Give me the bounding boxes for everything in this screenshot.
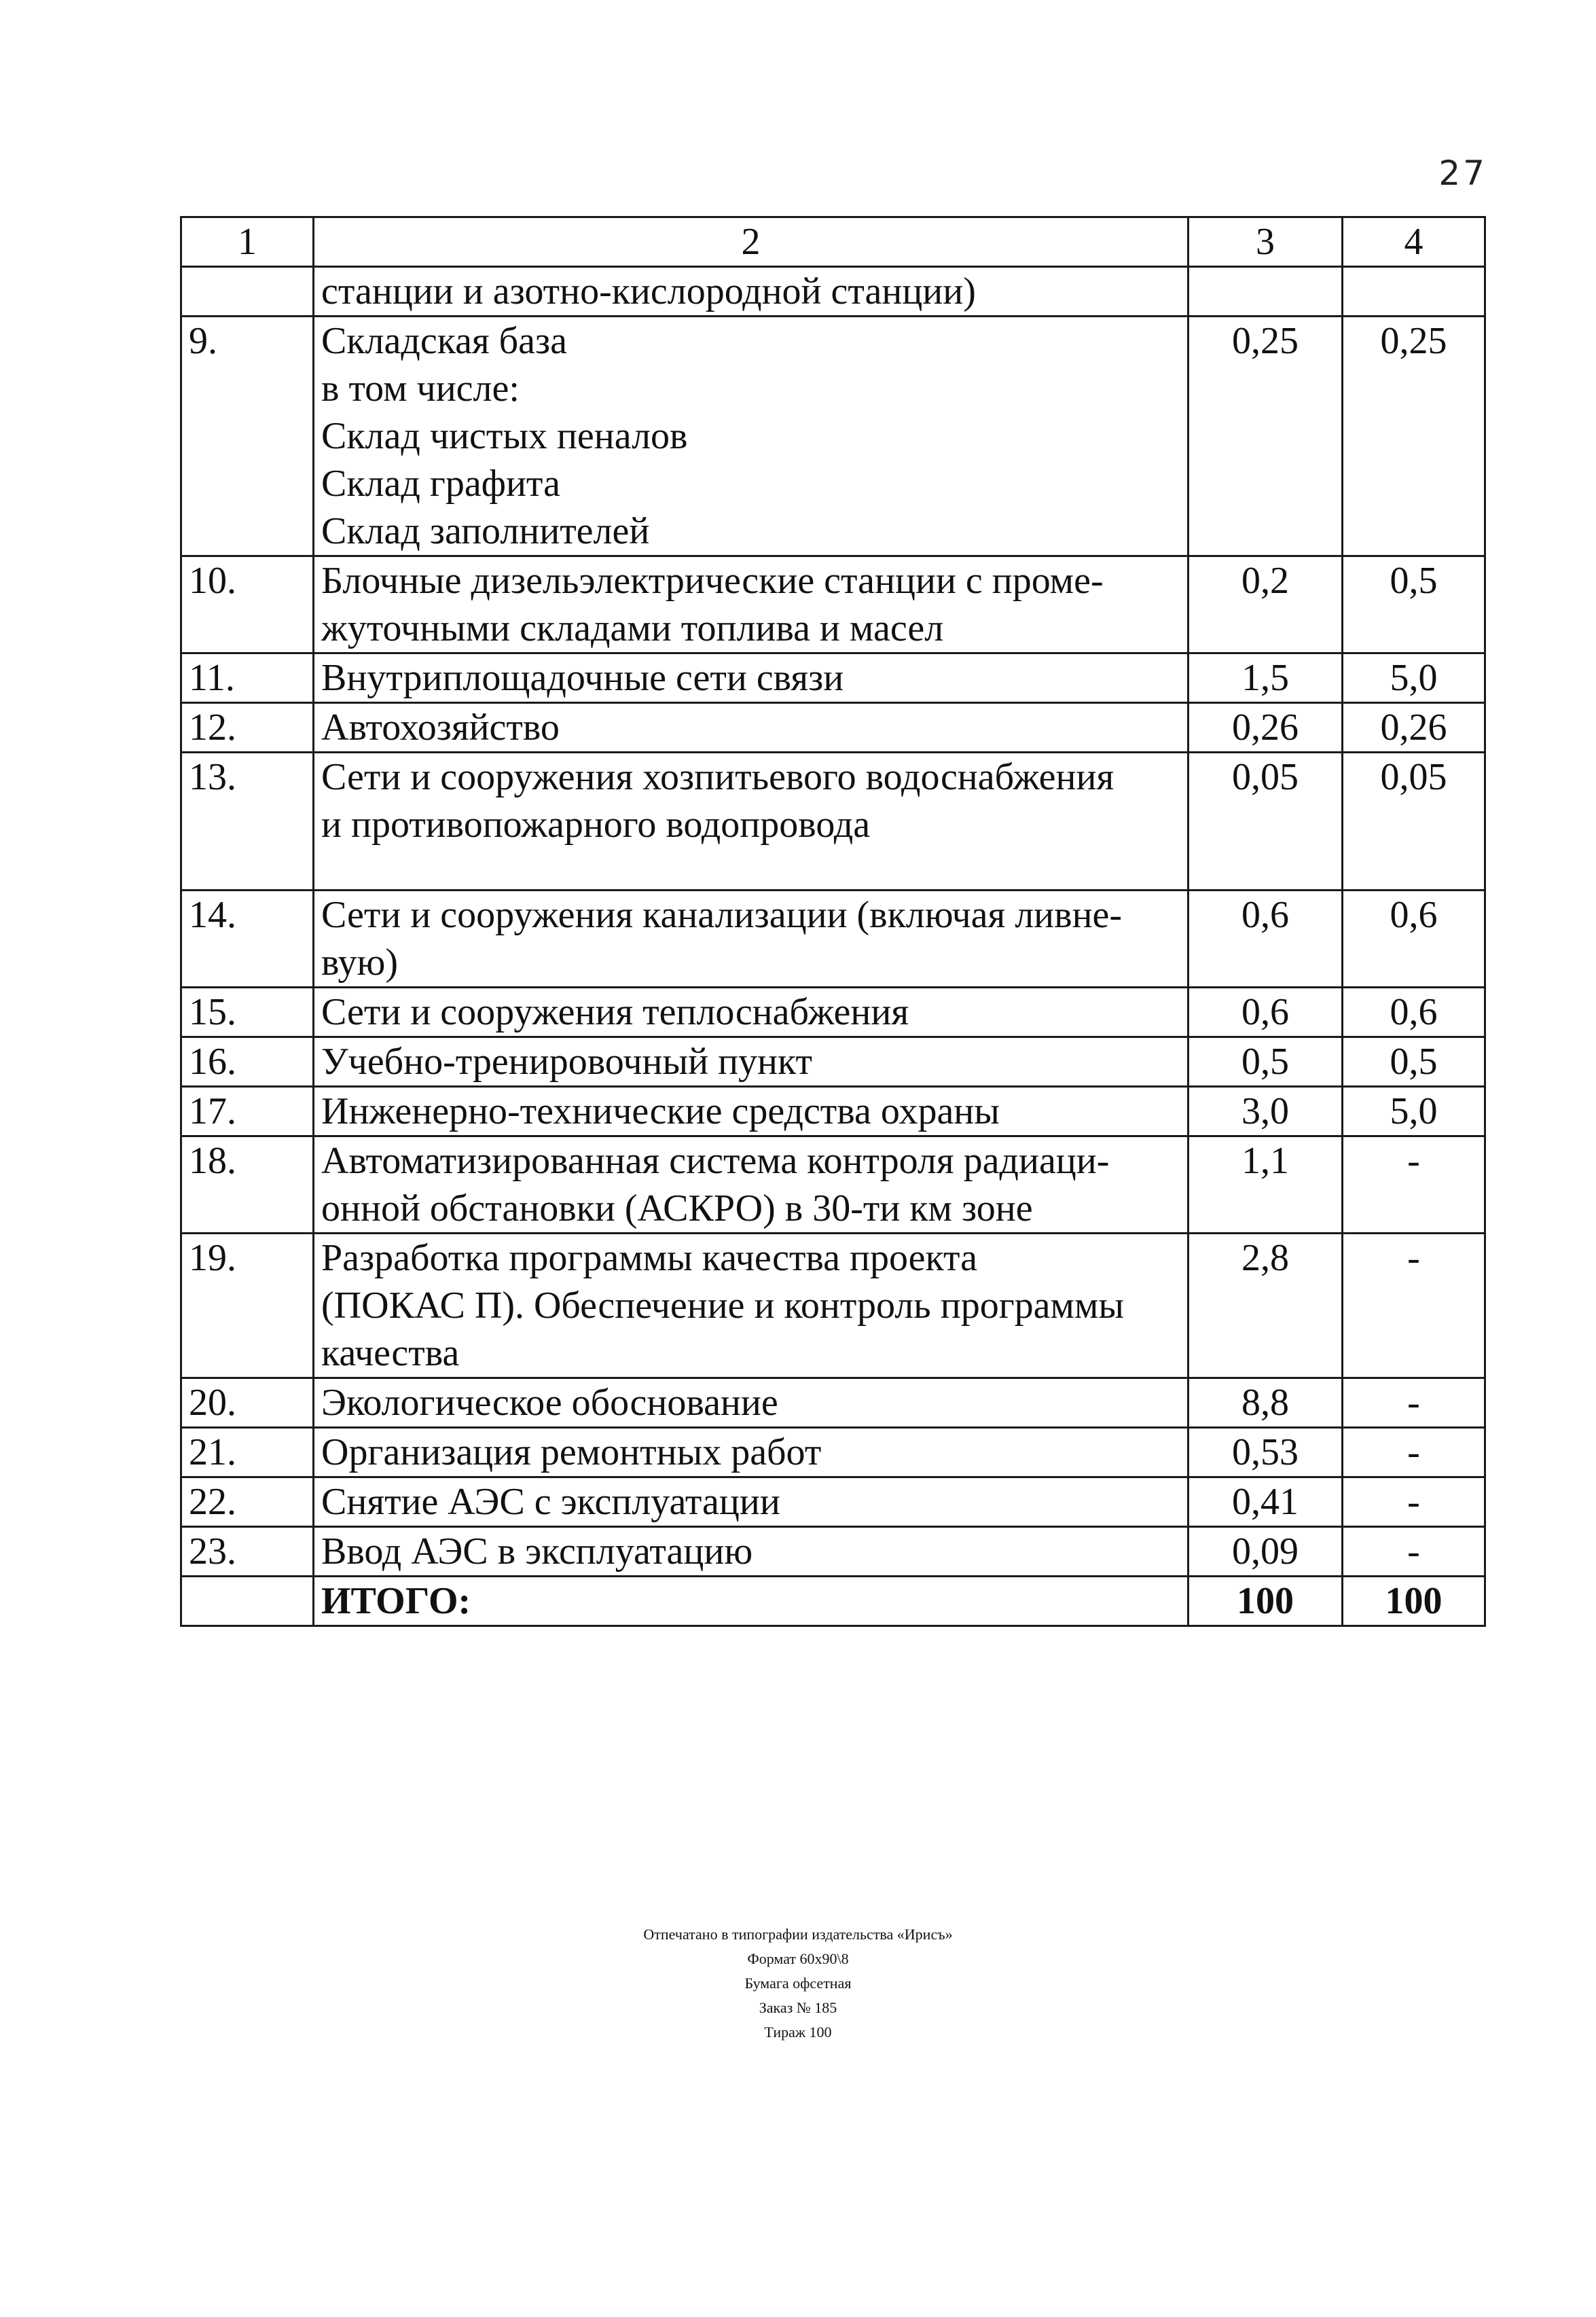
row-value-col3: 8,8: [1189, 1378, 1343, 1428]
row-description-line: онной обстановки (АСКРО) в 30-ти км зоне: [321, 1187, 1033, 1229]
row-number: 14.: [181, 891, 314, 988]
row-number: 15.: [181, 988, 314, 1037]
row-description-line: Внутриплощадочные сети связи: [321, 657, 844, 699]
table-row: [181, 1234, 1485, 1378]
row-description-line: качества: [321, 1332, 460, 1374]
row-description: [314, 1527, 1189, 1577]
row-number: 12.: [181, 703, 314, 753]
row-description-line: Складская база: [321, 320, 568, 362]
row-description-line: Сети и сооружения канализации (включая ливне-: [321, 894, 1123, 936]
table-row: [181, 891, 1485, 988]
row-value-col3: 2,8: [1189, 1234, 1343, 1378]
table-row: [181, 1378, 1485, 1428]
row-value-col3: 0,41: [1189, 1477, 1343, 1527]
row-value-col3: 1,5: [1189, 653, 1343, 703]
imprint-line: Тираж 100: [764, 2024, 832, 2041]
row-number: 16.: [181, 1037, 314, 1087]
row-value-col4: -: [1343, 1234, 1485, 1378]
row-number: 10.: [181, 556, 314, 653]
row-description-line: Склад чистых пеналов: [321, 415, 688, 457]
row-description-line: Организация ремонтных работ: [321, 1431, 822, 1473]
row-description-line: Снятие АЭС с эксплуатации: [321, 1481, 780, 1523]
row-value-col3: 0,05: [1189, 753, 1343, 891]
row-description: [314, 1378, 1189, 1428]
row-description-line: (ПОКАС П). Обеспечение и контроль программы: [321, 1285, 1125, 1327]
row-value-col3: 0,5: [1189, 1037, 1343, 1087]
row-description: [314, 753, 1189, 891]
row-value-col4: 5,0: [1343, 1087, 1485, 1136]
row-description: [314, 1037, 1189, 1087]
row-value-col4: -: [1343, 1477, 1485, 1527]
table-row: [181, 1136, 1485, 1234]
page-number: 27: [1438, 154, 1487, 193]
row-value-col3: 0,6: [1189, 891, 1343, 988]
row-description-line: вую): [321, 941, 399, 984]
imprint-block: [0, 1922, 1596, 2045]
row-value-col4: 0,05: [1343, 753, 1485, 891]
table-rows: [181, 317, 1485, 1577]
imprint-line: Формат 60х90\8: [747, 1950, 849, 1967]
row-number: 21.: [181, 1428, 314, 1477]
row-number: 20.: [181, 1378, 314, 1428]
row-description-line: Сети и сооружения теплоснабжения: [321, 991, 909, 1033]
row-description-line: в том числе:: [321, 367, 520, 410]
column-header-3: 3: [1189, 217, 1343, 267]
total-number: [181, 1577, 314, 1626]
table-row: [181, 703, 1485, 753]
row-value-col4: 0,25: [1343, 317, 1485, 556]
row-description: [314, 988, 1189, 1037]
row-description-line: Инженерно-технические средства охраны: [321, 1090, 1000, 1132]
table-body: [181, 267, 1485, 317]
table-row: [181, 753, 1485, 891]
row-description-line: Учебно-тренировочный пункт: [321, 1041, 812, 1083]
row-description-line: жуточными складами топлива и масел: [321, 607, 944, 649]
row-description-line: Автохозяйство: [321, 706, 560, 749]
row-value-col3: 0,25: [1189, 317, 1343, 556]
row-value-col3: 0,26: [1189, 703, 1343, 753]
table-row-continuation: [181, 267, 1485, 317]
imprint-line: Бумага офсетная: [744, 1975, 852, 1992]
total-value-col4: 100: [1343, 1577, 1485, 1626]
row-description-line: Разработка программы качества проекта: [321, 1237, 977, 1279]
row-number: 11.: [181, 653, 314, 703]
row-value-col3: 0,6: [1189, 988, 1343, 1037]
row-value-col4: -: [1343, 1428, 1485, 1477]
row-description-line: Экологическое обоснование: [321, 1382, 778, 1424]
row-description-line: Автоматизированная система контроля радиаци-: [321, 1140, 1110, 1182]
row-number: 18.: [181, 1136, 314, 1234]
table-row: [181, 1477, 1485, 1527]
row-description-line: Склад заполнителей: [321, 510, 650, 552]
table-header-row: [181, 217, 1485, 267]
row-description: [314, 1136, 1189, 1234]
table-row: [181, 988, 1485, 1037]
table-row: [181, 1428, 1485, 1477]
row-value-col4: -: [1343, 1136, 1485, 1234]
row-number: 19.: [181, 1234, 314, 1378]
row-value-col4: [1343, 267, 1485, 317]
row-number: 13.: [181, 753, 314, 891]
column-header-1: 1: [181, 217, 314, 267]
row-description-line: Ввод АЭС в эксплуатацию: [321, 1530, 753, 1573]
column-header-2: 2: [314, 217, 1189, 267]
row-value-col4: 0,6: [1343, 891, 1485, 988]
total-value-col3: 100: [1189, 1577, 1343, 1626]
row-value-col3: 0,2: [1189, 556, 1343, 653]
row-number: 9.: [181, 317, 314, 556]
row-description-line: и противопожарного водопровода: [321, 804, 871, 846]
row-value-col3: 0,09: [1189, 1527, 1343, 1577]
imprint-line: Заказ № 185: [759, 1999, 837, 2016]
row-description: [314, 317, 1189, 556]
row-description: [314, 1087, 1189, 1136]
column-header-4: 4: [1343, 217, 1485, 267]
table-row: [181, 1527, 1485, 1577]
row-description-line: Сети и сооружения хозпитьевого водоснабжения: [321, 756, 1114, 798]
table-row: [181, 653, 1485, 703]
row-value-col4: 0,5: [1343, 556, 1485, 653]
row-number: [181, 267, 314, 317]
row-description: [314, 653, 1189, 703]
row-value-col4: 0,26: [1343, 703, 1485, 753]
row-value-col3: [1189, 267, 1343, 317]
total-label: ИТОГО:: [314, 1577, 1189, 1626]
row-description: [314, 1428, 1189, 1477]
row-value-col4: 0,6: [1343, 988, 1485, 1037]
row-number: 23.: [181, 1527, 314, 1577]
row-value-col4: -: [1343, 1527, 1485, 1577]
table-row: [181, 317, 1485, 556]
row-description: [314, 703, 1189, 753]
row-description: [314, 1234, 1189, 1378]
row-description-line: Склад графита: [321, 463, 560, 505]
table-row: [181, 556, 1485, 653]
row-value-col4: 5,0: [1343, 653, 1485, 703]
table-row: [181, 1087, 1485, 1136]
data-table: [180, 216, 1486, 1627]
row-description: [314, 556, 1189, 653]
table-row: [181, 1037, 1485, 1087]
row-value-col3: 3,0: [1189, 1087, 1343, 1136]
row-value-col3: 0,53: [1189, 1428, 1343, 1477]
row-number: 17.: [181, 1087, 314, 1136]
row-number: 22.: [181, 1477, 314, 1527]
row-value-col4: -: [1343, 1378, 1485, 1428]
row-value-col4: 0,5: [1343, 1037, 1485, 1087]
row-description-line: Блочные дизельэлектрические станции с проме-: [321, 560, 1104, 602]
table-row-total: [181, 1577, 1485, 1626]
row-description: [314, 891, 1189, 988]
row-description: [314, 267, 1189, 317]
row-value-col3: 1,1: [1189, 1136, 1343, 1234]
row-description: [314, 1477, 1189, 1527]
imprint-line: Отпечатано в типографии издательства «Ирисъ»: [643, 1926, 953, 1943]
row-description-line: станции и азотно-кислородной станции): [321, 270, 976, 312]
